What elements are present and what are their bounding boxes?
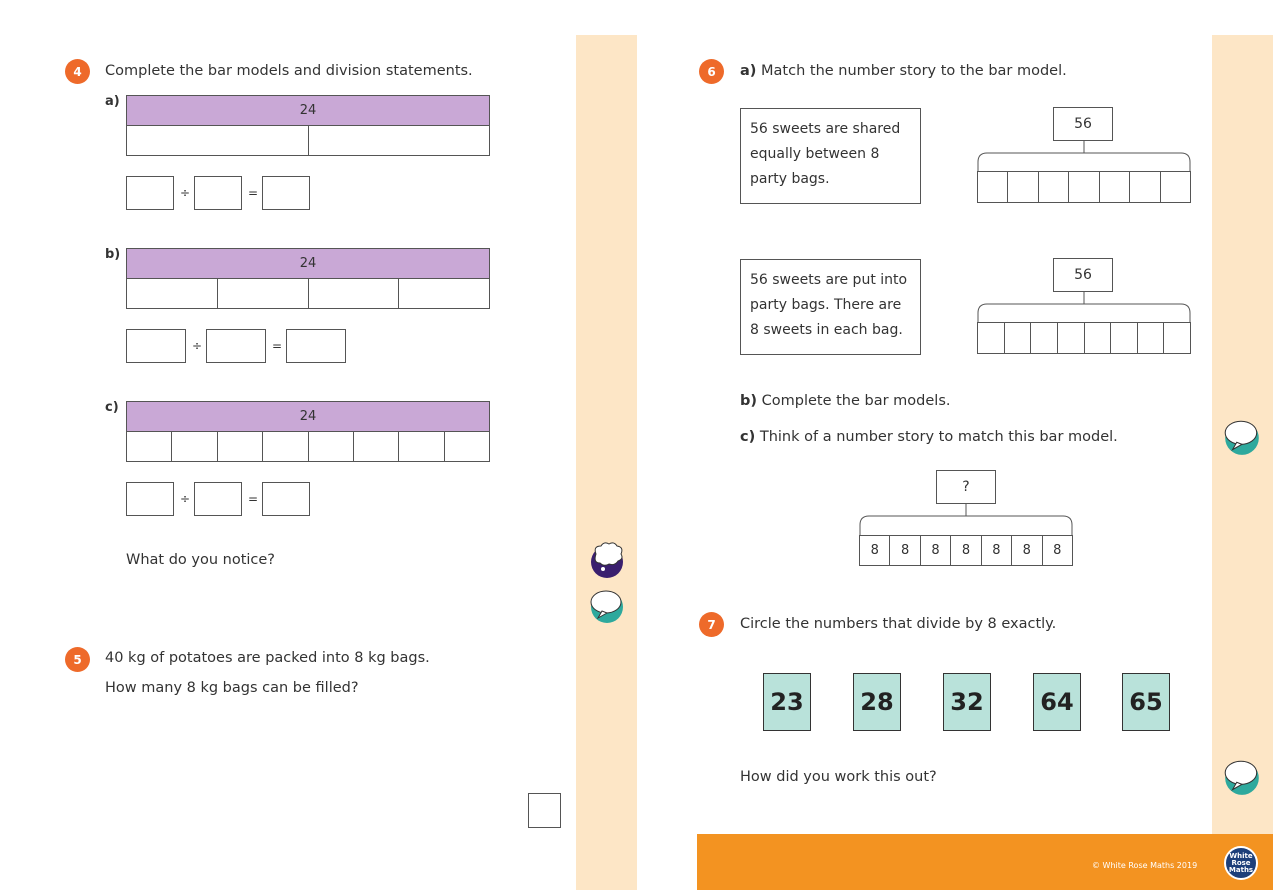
bar-cell-value: 8 [951,536,981,565]
bar-cell[interactable] [354,432,399,461]
copyright-text: © White Rose Maths 2019 [1092,861,1198,870]
question-6c-text [740,429,1118,445]
bar-model-3-total: ? [936,470,996,504]
answer-box-4b-dividend[interactable] [126,329,186,363]
bar-cell[interactable] [127,279,218,308]
question-6b-label: b) [740,393,758,409]
bar-cell[interactable] [1111,323,1138,353]
answer-box-q5[interactable] [528,793,561,828]
bar-cell[interactable] [1138,323,1165,353]
question-4-number: 4 [65,59,90,84]
bar-model-2-parts [977,322,1191,354]
question-7-followup: How did you work this out? [740,769,937,785]
question-7-number: 7 [699,612,724,637]
bar-model-1-parts [977,171,1191,203]
bar-cell[interactable] [445,432,489,461]
white-rose-maths-logo: White Rose Maths [1224,846,1258,880]
bracket-line [859,503,1073,537]
bar-model-4c-parts [126,431,490,462]
answer-box-4c-quotient[interactable] [262,482,310,516]
question-4c-label: c) [105,400,119,415]
bar-model-4c-total: 24 [126,401,490,432]
bar-cell[interactable] [172,432,217,461]
bar-cell[interactable] [218,279,309,308]
divide-symbol: ÷ [180,186,191,200]
bar-cell[interactable] [1005,323,1032,353]
answer-box-4a-divisor[interactable] [194,176,242,210]
bar-cell[interactable] [309,126,490,155]
bar-cell[interactable] [978,323,1005,353]
bar-cell[interactable] [399,432,444,461]
bracket-line [977,140,1191,174]
story-card-2[interactable]: 56 sweets are put into party bags. There are 8 sweets in each bag. [740,259,921,355]
bracket-line [977,291,1191,325]
bar-model-4b-total: 24 [126,248,490,279]
bar-cell[interactable] [309,432,354,461]
bar-cell[interactable] [1069,172,1099,202]
question-4-notice-prompt: What do you notice? [126,552,276,568]
bar-cell-value: 8 [1053,543,1062,558]
question-5-text-line2: How many 8 kg bags can be filled? [105,680,359,696]
question-6c-label: c) [740,429,756,445]
question-4-instruction: Complete the bar models and division statements. [105,63,473,79]
bar-cell[interactable] [399,279,489,308]
bar-cell[interactable] [263,432,308,461]
question-6a-label: a) [740,63,757,79]
bar-cell[interactable] [1058,323,1085,353]
answer-box-4c-dividend[interactable] [126,482,174,516]
equals-symbol: = [248,186,259,200]
bar-cell[interactable] [1085,323,1112,353]
story-card-1[interactable]: 56 sweets are shared equally between 8 party bags. [740,108,921,204]
question-6-number: 6 [699,59,724,84]
bar-cell[interactable] [1100,172,1130,202]
question-6a-text [740,63,1067,79]
divide-symbol: ÷ [192,339,203,353]
bar-cell-value: 8 [921,536,951,565]
bar-cell[interactable] [127,432,172,461]
bar-cell-value: 8 [890,536,920,565]
bar-cell[interactable] [1130,172,1160,202]
bar-model-4a-parts [126,125,490,156]
bar-model-2-total: 56 [1053,258,1113,292]
bar-model-3-parts [859,535,1073,566]
number-card[interactable]: 32 [943,673,991,731]
thought-bubble-icon [588,540,626,580]
answer-box-4b-quotient[interactable] [286,329,346,363]
bar-cell-value: 8 [860,536,890,565]
answer-box-4a-dividend[interactable] [126,176,174,210]
speech-bubble-icon [1222,416,1262,458]
answer-box-4a-quotient[interactable] [262,176,310,210]
question-5-text-line1: 40 kg of potatoes are packed into 8 kg bags. [105,650,430,666]
equals-symbol: = [248,492,259,506]
question-6a-instruction: Match the number story to the bar model. [761,63,1067,79]
bar-model-4b-parts [126,278,490,309]
question-5-number: 5 [65,647,90,672]
number-card[interactable]: 64 [1033,673,1081,731]
equals-symbol: = [272,339,283,353]
question-7-instruction: Circle the numbers that divide by 8 exactly. [740,616,1057,632]
answer-box-4b-divisor[interactable] [206,329,266,363]
speech-bubble-icon [1222,756,1262,798]
bar-cell[interactable] [1164,323,1190,353]
number-card[interactable]: 65 [1122,673,1170,731]
bar-cell[interactable] [978,172,1008,202]
bar-cell[interactable] [1008,172,1038,202]
question-6b-instruction: Complete the bar models. [761,393,951,409]
question-4b-label: b) [105,247,121,262]
question-6b-text [740,393,951,409]
bar-cell[interactable] [127,126,309,155]
bar-cell[interactable] [309,279,400,308]
question-4a-label: a) [105,94,120,109]
bar-model-4a-total: 24 [126,95,490,126]
bar-cell[interactable] [1031,323,1058,353]
bar-cell[interactable] [218,432,263,461]
number-card[interactable]: 23 [763,673,811,731]
speech-bubble-icon [588,586,626,626]
margin-strip-left [576,35,637,890]
bar-cell-value: 8 [1012,536,1042,565]
answer-box-4c-divisor[interactable] [194,482,242,516]
number-card[interactable]: 28 [853,673,901,731]
bar-model-1-total: 56 [1053,107,1113,141]
question-6c-instruction: Think of a number story to match this bar model. [759,429,1118,445]
bar-cell-value: 8 [982,536,1012,565]
divide-symbol: ÷ [180,492,191,506]
bar-cell[interactable] [1039,172,1069,202]
bar-cell[interactable] [1161,172,1190,202]
